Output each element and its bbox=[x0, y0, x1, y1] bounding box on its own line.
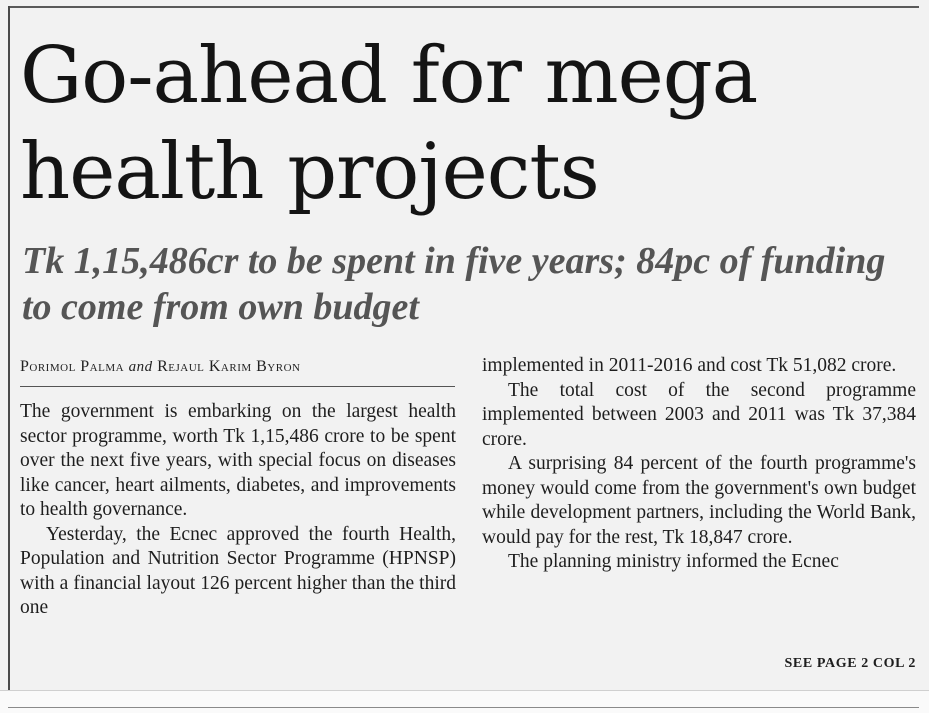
clipping-bottom-margin bbox=[0, 690, 929, 713]
byline-author-1: Porimol Palma bbox=[20, 358, 125, 375]
byline-conjunction: and bbox=[128, 359, 153, 375]
article-column-1 bbox=[20, 400, 456, 621]
subheadline: Tk 1,15,486cr to be spent in five years; 84pc of funding to come from own budget bbox=[22, 240, 886, 328]
column2-paragraph-1: implemented in 2011-2016 and cost Tk 51,082 crore. bbox=[482, 355, 897, 376]
column1-paragraph-2: Yesterday, the Ecnec approved the fourth Health, Population and Nutrition Sector Programme (HPNSP) with a financial layout 126 percent higher than the third one bbox=[20, 523, 456, 618]
clipping-bottom-rule bbox=[8, 707, 919, 708]
headline: Go-ahead for mega health projects bbox=[20, 31, 758, 217]
column1-paragraph-1: The government is embarking on the largest health sector programme, worth Tk 1,15,486 crore to be spent over the next five years, with special focus on diseases like cancer, heart ailments, diabetes, and improvements to health governance. bbox=[20, 401, 456, 520]
clipping-top-rule bbox=[8, 6, 919, 8]
continuation-jump-line: SEE PAGE 2 COL 2 bbox=[784, 656, 916, 671]
article-column-2 bbox=[482, 354, 916, 575]
clipping-left-edge bbox=[8, 6, 10, 690]
column2-paragraph-4: The planning ministry informed the Ecnec bbox=[508, 551, 839, 572]
column2-paragraph-2: The total cost of the second programme implemented between 2003 and 2011 was Tk 37,384 crore. bbox=[482, 379, 916, 450]
byline-author-2: Rejaul Karim Byron bbox=[157, 358, 301, 375]
byline bbox=[20, 356, 455, 387]
column2-paragraph-3: A surprising 84 percent of the fourth programme's money would come from the government's own budget while development partners, including the World Bank, would pay for the rest, Tk 18,847 crore. bbox=[482, 453, 916, 548]
